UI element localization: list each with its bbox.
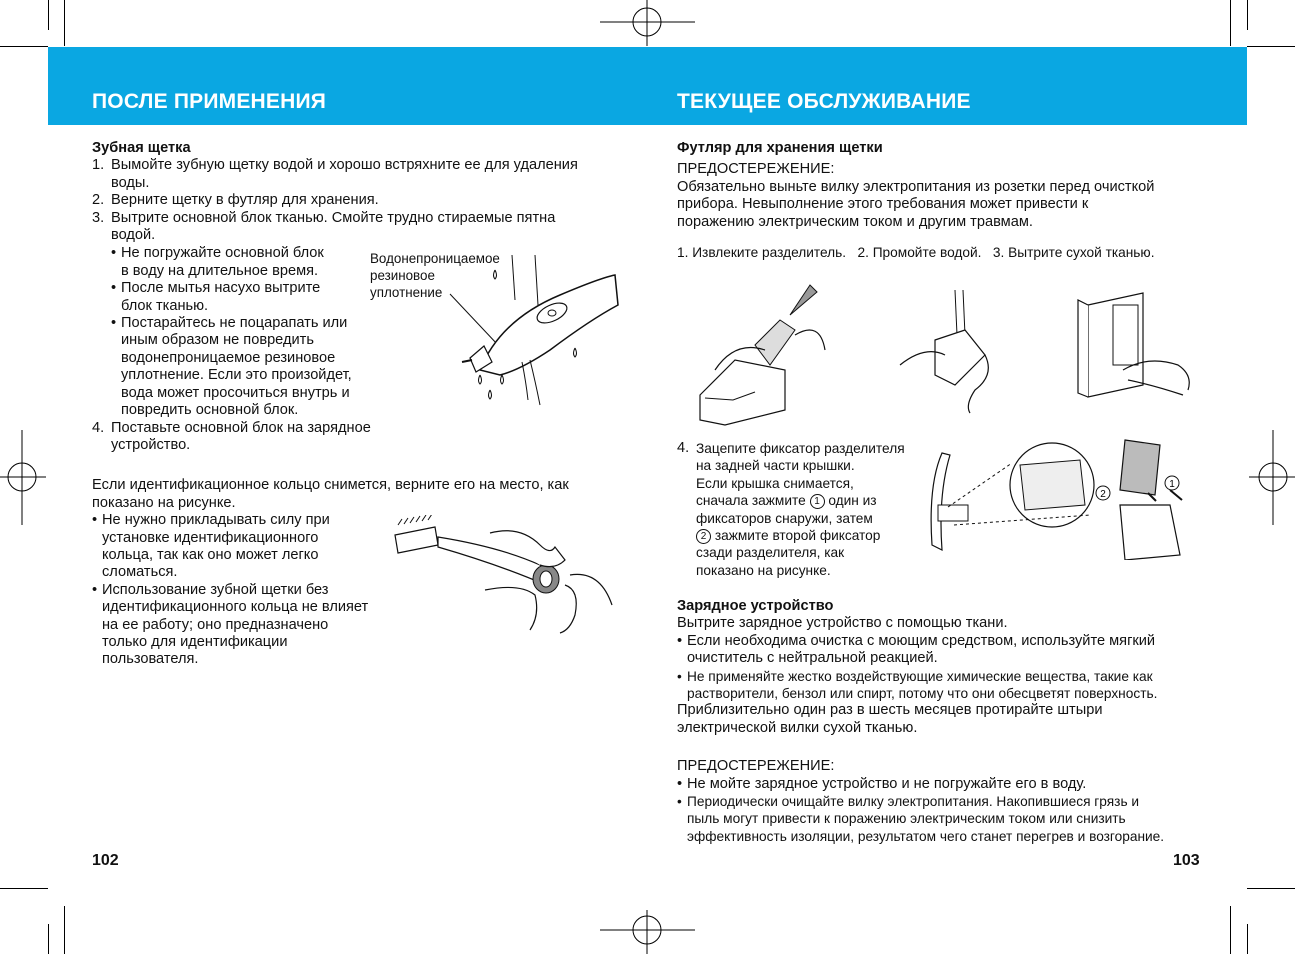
- step-2: 2. Верните щетку в футляр для хранения.: [92, 192, 379, 209]
- case-heading: Футляр для хранения щетки: [677, 140, 883, 156]
- left-page-title: ПОСЛЕ ПРИМЕНЕНИЯ: [92, 90, 327, 113]
- plug-paragraph: Приблизительно один раз в шесть месяцев протирайте штыри электрической вилки сухой тканью.: [677, 702, 1103, 736]
- right-column: [677, 140, 1217, 231]
- list-item: • Постарайтесь не поцарапать или иным образом не повредить водонепроницаемое резиновое уплотнение. Если это произойдет, вода может просочиться внутрь и повредить основной блок.: [111, 315, 352, 419]
- marker-2: 2: [696, 529, 711, 544]
- marker-1: 1: [810, 494, 825, 509]
- crop-mark: [0, 888, 48, 889]
- step-3: 3. Вытрите основной блок тканью. Смойте трудно стираемые пятна водой.: [92, 209, 556, 244]
- caution-label: ПРЕДОСТЕРЕЖЕНИЕ:: [677, 161, 835, 178]
- crop-mark: [1247, 46, 1295, 47]
- page-number-left: 102: [92, 852, 119, 869]
- list-item: • Если необходима очистка с моющим средством, используйте мягкий очиститель с нейтральной реакцией.: [677, 632, 1156, 667]
- registration-mark-bottom: [600, 910, 695, 954]
- case-step-4: 4. Зацепите фиксатор разделителя на задней части крышки. Если крышка снимается, сначала зажмите 1 один из фиксаторов снаружи, затем 2 зажмите второй фиксатор сзади разделителя, как показано на рисунке.: [677, 440, 905, 578]
- step-4: 4. Поставьте основной блок на зарядное устройство.: [92, 419, 371, 453]
- dry-case-illustration: [1068, 285, 1198, 415]
- crop-mark: [64, 0, 65, 46]
- crop-mark: [1247, 888, 1295, 889]
- latch-detail-illustration: [920, 435, 1205, 560]
- list-item: • Использование зубной щетки без идентификационного кольца не влияет на ее работу; оно предназначено только для идентификации пользователя.: [92, 581, 369, 668]
- caution-label: ПРЕДОСТЕРЕЖЕНИЕ:: [677, 758, 835, 775]
- charger-heading: Зарядное устройство: [677, 598, 834, 614]
- crop-mark: [1247, 924, 1248, 954]
- list-item: • После мытья насухо вытрите блок тканью.: [111, 280, 321, 314]
- registration-mark-right: [1249, 430, 1295, 525]
- crop-mark: [64, 906, 65, 954]
- registration-mark-left: [0, 430, 46, 525]
- crop-mark: [1230, 906, 1231, 954]
- rinse-divider-illustration: [895, 285, 1005, 415]
- list-item: • Периодически очищайте вилку электропитания. Накопившиеся грязь и пыль могут привести к поражению электрическим током или снизить эффективность изоляции, результатом чего станет перегрев и возгорание.: [677, 794, 1165, 844]
- charger-section: [677, 598, 1237, 845]
- figure-marker-2: 2: [1100, 489, 1106, 500]
- step-1: 1. Вымойте зубную щетку водой и хорошо встряхните ее для удаления воды.: [92, 157, 578, 191]
- remove-divider-illustration: [695, 280, 830, 430]
- right-page-title: ТЕКУЩЕЕ ОБСЛУЖИВАНИЕ: [677, 90, 971, 113]
- list-item: • Не погружайте основной блок в воду на длительное время.: [111, 245, 324, 279]
- ring-paragraph: Если идентификационное кольцо снимется, верните его на место, как показано на рисунке.: [92, 477, 569, 511]
- seal-callout: Водонепроницаемое резиновое уплотнение: [370, 251, 500, 300]
- handle-rinse-illustration: [440, 250, 620, 410]
- list-item: • Не мойте зарядное устройство и не погружайте его в воду.: [677, 775, 1087, 792]
- crop-mark: [1230, 0, 1231, 46]
- list-item: • Не нужно прикладывать силу при установке идентификационного кольца, так как оно может легко сломаться.: [92, 512, 330, 581]
- caution-text: Обязательно выньте вилку электропитания из розетки перед очисткой прибора. Невыполнение этого требования может привести к поражению электрическим током и другим травмам.: [677, 178, 1155, 230]
- charger-intro: Вытрите зарядное устройство с помощью ткани.: [677, 615, 1008, 632]
- page-number-right: 103: [1173, 852, 1200, 869]
- figure-marker-1: 1: [1169, 479, 1175, 490]
- case-steps-line: 1. Извлеките разделитель. 2. Промойте водой. 3. Вытрите сухой тканью.: [677, 245, 1155, 260]
- toothbrush-heading: Зубная щетка: [92, 140, 191, 156]
- crop-mark: [1247, 0, 1248, 30]
- crop-mark: [0, 46, 48, 47]
- list-item: • Не применяйте жестко воздействующие химические вещества, такие как растворители, бензол или спирт, потому что они обесцветят поверхность.: [677, 668, 1158, 702]
- id-ring-illustration: [390, 515, 615, 635]
- crop-mark: [48, 924, 49, 954]
- registration-mark-top: [600, 0, 695, 46]
- crop-mark: [48, 0, 49, 30]
